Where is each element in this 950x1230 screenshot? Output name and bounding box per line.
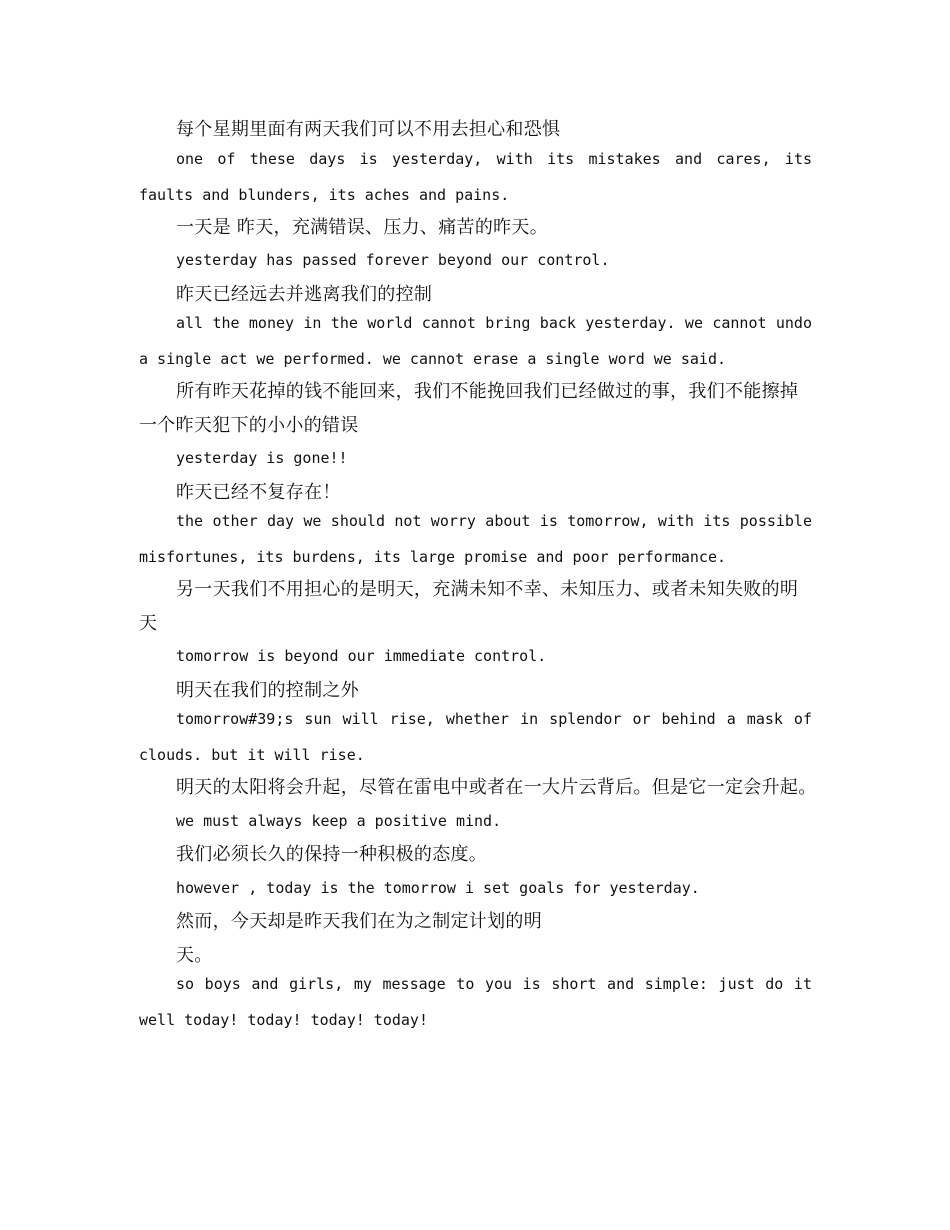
paragraph: tomorrow is beyond our immediate control. [176, 647, 547, 665]
paragraph: yesterday has passed forever beyond our control. [176, 251, 610, 269]
paragraph: one of these days is yesterday, with its mistakes and cares, its faults and blunders, its aches and pains. [139, 149, 812, 204]
document-body [139, 113, 817, 1036]
paragraph: 天。 [176, 944, 213, 966]
paragraph: 另一天我们不用担心的是明天，充满未知不幸、未知压力、或者未知失败的明天 [139, 579, 799, 634]
paragraph: 昨天已经不复存在！ [176, 481, 341, 503]
paragraph: the other day we should not worry about is tomorrow, with its possible misfortunes, its burdens, its large promise and poor performance. [139, 512, 812, 566]
paragraph: tomorrow#39;s sun will rise, whether in splendor or behind a mask of clouds. but it will rise. [139, 710, 812, 764]
paragraph: all the money in the world cannot bring back yesterday. we cannot undo a single act we performed. we cannot erase a single word we said. [139, 314, 812, 368]
paragraph: we must always keep a positive mind. [176, 811, 502, 830]
paragraph: so boys and girls, my message to you is short and simple: just do it well today! today! today! today! [139, 975, 812, 1029]
paragraph: 我们必须长久的保持一种积极的态度。 [176, 844, 488, 865]
paragraph: 然而，今天却是昨天我们在为之制定计划的明 [176, 911, 542, 932]
paragraph: 昨天已经远去并逃离我们的控制 [176, 283, 433, 305]
paragraph: 一天是 昨天，充满错误、压力、痛苦的昨天。 [176, 216, 549, 238]
paragraph: however , today is the tomorrow i set goals for yesterday. [176, 878, 700, 897]
paragraph: 明天在我们的控制之外 [176, 679, 359, 701]
paragraph: yesterday is gone!! [176, 449, 348, 467]
paragraph: 所有昨天花掉的钱不能回来，我们不能挽回我们已经做过的事，我们不能擦掉一个昨天犯下的小小的错误 [139, 381, 799, 436]
paragraph: 每个星期里面有两天我们可以不用去担心和恐惧 [176, 119, 561, 140]
paragraph: 明天的太阳将会升起，尽管在雷电中或者在一大片云背后。但是它一定会升起。 [176, 777, 817, 798]
